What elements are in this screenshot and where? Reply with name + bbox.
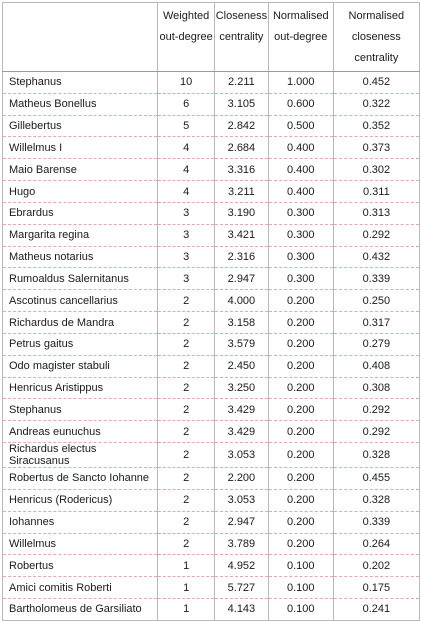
cell-weighted-out-degree: 2 [158,443,215,468]
cell-normalised-closeness-centrality: 0.408 [333,355,419,377]
cell-name: Gillebertus [3,115,158,137]
cell-name: Robertus [3,555,158,577]
cell-closeness-centrality: 3.421 [215,224,269,246]
cell-normalised-out-degree: 0.300 [268,224,333,246]
table-row [3,577,420,599]
cell-weighted-out-degree: 6 [158,93,215,115]
table-row [3,399,420,421]
cell-name: Richardus electus Siracusanus [3,443,158,468]
cell-name: Willelmus [3,533,158,555]
cell-closeness-centrality: 2.211 [215,72,269,94]
cell-normalised-out-degree: 0.200 [268,333,333,355]
cell-closeness-centrality: 3.316 [215,159,269,181]
cell-weighted-out-degree: 1 [158,555,215,577]
cell-normalised-out-degree: 0.200 [268,489,333,511]
table-row [3,333,420,355]
cell-weighted-out-degree: 3 [158,202,215,224]
cell-normalised-closeness-centrality: 0.308 [333,377,419,399]
cell-name: Ebrardus [3,202,158,224]
cell-normalised-out-degree: 0.300 [268,246,333,268]
table-row [3,421,420,443]
cell-name: Maio Barense [3,159,158,181]
cell-name: Henricus Aristippus [3,377,158,399]
table-body [3,72,420,621]
header-line: out-degree [159,31,213,43]
table-row [3,489,420,511]
cell-closeness-centrality: 3.429 [215,399,269,421]
cell-weighted-out-degree: 3 [158,224,215,246]
cell-normalised-closeness-centrality: 0.339 [333,268,419,290]
header-line: out-degree [274,31,328,43]
table-row [3,181,420,203]
cell-normalised-closeness-centrality: 0.328 [333,443,419,468]
cell-closeness-centrality: 2.450 [215,355,269,377]
header-line: centrality [219,31,264,43]
cell-closeness-centrality: 2.200 [215,468,269,490]
cell-weighted-out-degree: 1 [158,599,215,621]
cell-weighted-out-degree: 2 [158,290,215,312]
table-row [3,511,420,533]
table-row [3,533,420,555]
header-normalised-out-degree [268,3,333,72]
cell-name: Petrus gaitus [3,333,158,355]
table-row [3,93,420,115]
cell-normalised-closeness-centrality: 0.302 [333,159,419,181]
cell-normalised-closeness-centrality: 0.373 [333,137,419,159]
cell-closeness-centrality: 4.952 [215,555,269,577]
cell-closeness-centrality: 4.143 [215,599,269,621]
cell-normalised-out-degree: 0.300 [268,202,333,224]
cell-weighted-out-degree: 2 [158,312,215,334]
cell-weighted-out-degree: 4 [158,181,215,203]
cell-normalised-closeness-centrality: 0.455 [333,468,419,490]
table-row [3,599,420,621]
cell-normalised-closeness-centrality: 0.292 [333,399,419,421]
cell-weighted-out-degree: 4 [158,137,215,159]
header-line: Weighted [162,10,210,22]
cell-name: Henricus (Rodericus) [3,489,158,511]
cell-normalised-out-degree: 0.600 [268,93,333,115]
cell-name: Amici comitis Roberti [3,577,158,599]
cell-normalised-closeness-centrality: 0.279 [333,333,419,355]
cell-name: Willelmus I [3,137,158,159]
cell-name: Matheus notarius [3,246,158,268]
cell-normalised-out-degree: 0.200 [268,355,333,377]
cell-closeness-centrality: 2.842 [215,115,269,137]
table-row [3,224,420,246]
cell-normalised-out-degree: 0.500 [268,115,333,137]
cell-normalised-closeness-centrality: 0.264 [333,533,419,555]
cell-normalised-closeness-centrality: 0.202 [333,555,419,577]
cell-weighted-out-degree: 2 [158,421,215,443]
table-row [3,468,420,490]
cell-closeness-centrality: 2.316 [215,246,269,268]
cell-weighted-out-degree: 5 [158,115,215,137]
cell-weighted-out-degree: 10 [158,72,215,94]
table-row [3,312,420,334]
cell-closeness-centrality: 3.158 [215,312,269,334]
table-row [3,268,420,290]
cell-normalised-closeness-centrality: 0.317 [333,312,419,334]
cell-closeness-centrality: 3.105 [215,93,269,115]
cell-normalised-out-degree: 0.200 [268,511,333,533]
cell-normalised-out-degree: 0.400 [268,137,333,159]
cell-normalised-closeness-centrality: 0.175 [333,577,419,599]
cell-name: Bartholomeus de Garsiliato [9,603,142,616]
cell-closeness-centrality: 3.250 [215,377,269,399]
table-row [3,377,420,399]
cell-normalised-out-degree: 0.100 [268,555,333,577]
cell-closeness-centrality: 2.947 [215,511,269,533]
cell-name: Stephanus [3,72,158,94]
cell-normalised-out-degree: 0.200 [268,290,333,312]
cell-normalised-closeness-centrality: 0.292 [333,421,419,443]
table-row [3,246,420,268]
cell-weighted-out-degree: 3 [158,268,215,290]
header-closeness-centrality [215,3,269,72]
cell-name: Richardus de Mandra [3,312,158,334]
cell-normalised-out-degree: 0.200 [268,421,333,443]
table-row [3,202,420,224]
cell-normalised-out-degree: 0.200 [268,443,333,468]
cell-name: Rumoaldus Salernitanus [3,268,158,290]
header-row [3,3,420,72]
cell-name: Odo magister stabuli [3,355,158,377]
cell-weighted-out-degree: 2 [158,533,215,555]
cell-closeness-centrality: 2.684 [215,137,269,159]
cell-normalised-closeness-centrality: 0.432 [333,246,419,268]
cell-weighted-out-degree: 2 [158,399,215,421]
cell-normalised-closeness-centrality: 0.452 [333,72,419,94]
cell-normalised-closeness-centrality: 0.241 [333,599,419,621]
cell-normalised-out-degree: 0.400 [268,159,333,181]
header-line: Normalised [348,10,405,22]
cell-name: Margarita regina [3,224,158,246]
cell-normalised-out-degree: 0.100 [268,599,333,621]
cell-weighted-out-degree: 2 [158,489,215,511]
cell-name: Hugo [3,181,158,203]
cell-name: Iohannes [3,511,158,533]
header-normalised-closeness-centrality [333,3,419,72]
header-line: centrality [354,52,399,64]
cell-name: Stephanus [3,399,158,421]
cell-normalised-out-degree: 0.400 [268,181,333,203]
header-line: closeness [351,31,401,43]
cell-normalised-closeness-centrality: 0.311 [333,181,419,203]
cell-normalised-out-degree: 0.300 [268,268,333,290]
cell-closeness-centrality: 3.211 [215,181,269,203]
cell-closeness-centrality: 4.000 [215,290,269,312]
cell-normalised-out-degree: 0.200 [268,399,333,421]
cell-normalised-closeness-centrality: 0.352 [333,115,419,137]
header-line: Closeness [215,10,268,22]
cell-weighted-out-degree: 4 [158,159,215,181]
cell-closeness-centrality: 3.579 [215,333,269,355]
cell-weighted-out-degree: 2 [158,333,215,355]
cell-closeness-centrality: 2.947 [215,268,269,290]
header-weighted-out-degree [158,3,215,72]
cell-weighted-out-degree: 2 [158,511,215,533]
table-row [3,115,420,137]
cell-closeness-centrality: 3.053 [215,489,269,511]
table-row [3,443,420,468]
cell-normalised-out-degree: 0.200 [268,468,333,490]
cell-normalised-closeness-centrality: 0.339 [333,511,419,533]
cell-weighted-out-degree: 2 [158,355,215,377]
cell-name: Matheus Bonellus [3,93,158,115]
header-line: Normalised [272,10,329,22]
cell-weighted-out-degree: 1 [158,577,215,599]
table-row [3,137,420,159]
cell-closeness-centrality: 3.429 [215,421,269,443]
table-row [3,159,420,181]
cell-normalised-out-degree: 1.000 [268,72,333,94]
cell-weighted-out-degree: 2 [158,468,215,490]
cell-normalised-out-degree: 0.100 [268,577,333,599]
cell-weighted-out-degree: 3 [158,246,215,268]
cell-normalised-closeness-centrality: 0.313 [333,202,419,224]
cell-normalised-out-degree: 0.200 [268,533,333,555]
cell-normalised-out-degree: 0.200 [268,312,333,334]
cell-name: Ascotinus cancellarius [3,290,158,312]
cell-closeness-centrality: 3.190 [215,202,269,224]
table-row [3,355,420,377]
cell-normalised-closeness-centrality: 0.250 [333,290,419,312]
centrality-table [2,2,420,621]
cell-normalised-closeness-centrality: 0.328 [333,489,419,511]
cell-weighted-out-degree: 2 [158,377,215,399]
cell-closeness-centrality: 3.789 [215,533,269,555]
header-name [3,3,158,72]
cell-closeness-centrality: 5.727 [215,577,269,599]
table-row [3,555,420,577]
cell-closeness-centrality: 3.053 [215,443,269,468]
cell-name: Robertus de Sancto Iohanne [3,468,158,490]
cell-normalised-closeness-centrality: 0.322 [333,93,419,115]
table-row [3,72,420,94]
cell-normalised-closeness-centrality: 0.292 [333,224,419,246]
cell-normalised-out-degree: 0.200 [268,377,333,399]
cell-name: Andreas eunuchus [3,421,158,443]
table-row [3,290,420,312]
